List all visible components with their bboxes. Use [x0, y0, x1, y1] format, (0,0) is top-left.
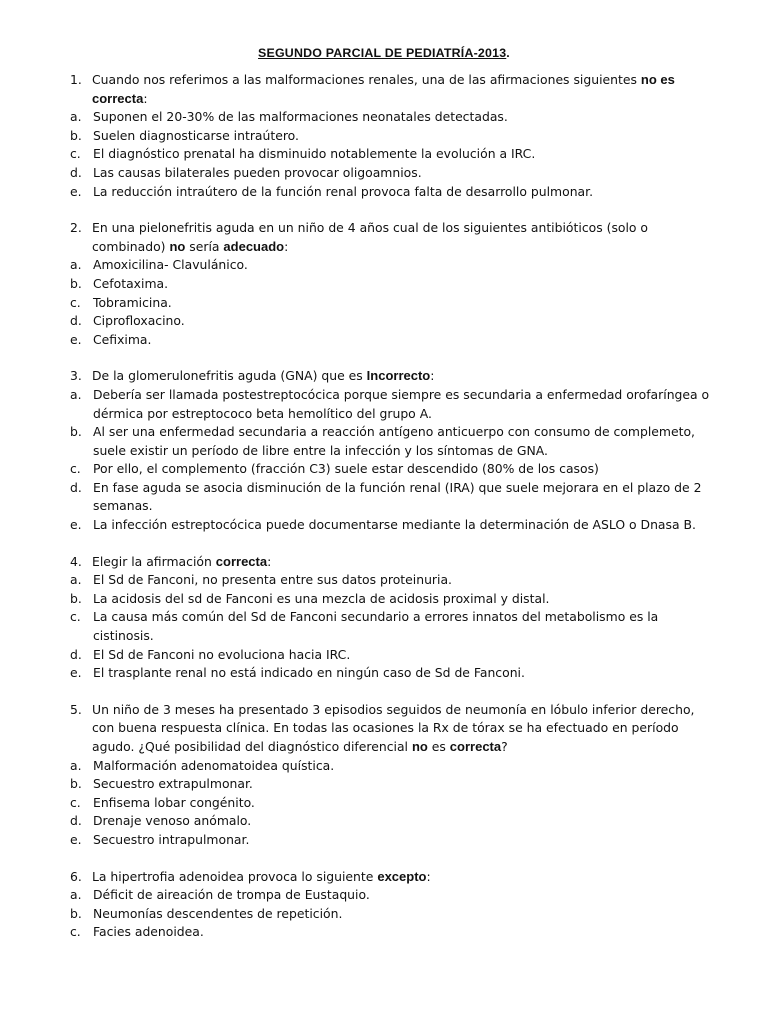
document-title-text: SEGUNDO PARCIAL DE PEDIATRÍA-2013 — [258, 46, 507, 60]
question-4 — [70, 553, 720, 683]
question-text — [92, 219, 720, 256]
option-list — [70, 571, 720, 683]
option-letter: d. — [70, 479, 82, 495]
option-letter: d. — [70, 646, 82, 662]
option-list — [70, 386, 720, 535]
question-stem — [70, 367, 720, 386]
question-text-segment: : — [143, 90, 148, 106]
option-text: Neumonías descendentes de repetición. — [93, 905, 343, 921]
question-number: 3. — [70, 368, 82, 384]
option-letter: c. — [70, 146, 81, 162]
option-letter: b. — [70, 424, 82, 440]
option-item — [70, 275, 720, 294]
question-text-segment: En una pielonefritis aguda en un niño de 4 años cual de los siguientes antibióticos (solo o combinado) — [92, 220, 649, 254]
question-stem — [70, 553, 720, 572]
option-item — [70, 757, 720, 776]
option-item — [70, 108, 720, 127]
question-text-segment: La hipertrofia adenoidea provoca lo siguiente — [92, 868, 378, 884]
question-list — [70, 71, 720, 960]
question-1 — [70, 71, 720, 201]
option-text: Cefixima. — [93, 331, 152, 347]
option-text: Malformación adenomatoidea quística. — [93, 757, 335, 773]
option-letter: c. — [70, 294, 81, 310]
option-letter: d. — [70, 313, 82, 329]
option-text: Facies adenoidea. — [93, 924, 204, 940]
option-letter: a. — [70, 257, 82, 273]
question-text-segment: Elegir la afirmación — [92, 553, 216, 569]
question-text — [92, 868, 720, 887]
option-letter: a. — [70, 887, 82, 903]
option-letter: e. — [70, 831, 82, 847]
option-letter: b. — [70, 905, 82, 921]
option-text: Por ello, el complemento (fracción C3) suele estar descendido (80% de los casos) — [93, 461, 599, 477]
option-item — [70, 516, 720, 535]
question-text — [92, 701, 720, 757]
option-text: Al ser una enfermedad secundaria a reacción antígeno anticuerpo con consumo de complemeto, suele existir un período de libre entre la infección y los síntomas de GNA. — [93, 424, 695, 458]
option-text: Enfisema lobar congénito. — [93, 794, 255, 810]
option-text: Debería ser llamada postestreptocócica porque siempre es secundaria a enfermedad orofaríngea o dérmica por estreptococo beta hemolítico del grupo A. — [93, 386, 710, 421]
question-emphasis: adecuado — [223, 238, 285, 254]
option-letter: d. — [70, 164, 82, 180]
option-text: Suelen diagnosticarse intraútero. — [93, 127, 299, 143]
question-text-segment: : — [267, 553, 272, 569]
question-6 — [70, 868, 720, 942]
option-text: Ciprofloxacino. — [93, 313, 185, 329]
question-text-segment: ? — [501, 739, 508, 754]
option-text: Drenaje venoso anómalo. — [93, 813, 252, 829]
question-text — [92, 71, 720, 108]
option-list — [70, 108, 720, 201]
option-item — [70, 812, 720, 831]
option-letter: e. — [70, 665, 82, 681]
document-title — [0, 44, 768, 63]
option-list — [70, 886, 720, 942]
option-letter: c. — [70, 609, 81, 625]
option-item — [70, 331, 720, 350]
option-text: Secuestro extrapulmonar. — [93, 776, 253, 792]
option-list — [70, 757, 720, 850]
option-letter: e. — [70, 331, 82, 347]
question-emphasis: excepto — [377, 868, 427, 884]
option-text: Amoxicilina- Clavulánico. — [93, 257, 248, 273]
option-list — [70, 256, 720, 349]
option-item — [70, 794, 720, 813]
question-text-segment: Cuando nos referimos a las malformaciones renales, una de las afirmaciones siguientes — [92, 72, 641, 87]
question-number: 5. — [70, 701, 82, 717]
option-item — [70, 312, 720, 331]
option-letter: a. — [70, 386, 82, 402]
option-item — [70, 294, 720, 313]
question-stem — [70, 71, 720, 108]
option-text: La infección estreptocócica puede documentarse mediante la determinación de ASLO o Dnasa B. — [93, 517, 696, 533]
option-letter: b. — [70, 275, 82, 291]
question-number: 4. — [70, 553, 82, 569]
option-text: Déficit de aireación de trompa de Eustaquio. — [93, 887, 370, 903]
option-letter: a. — [70, 109, 82, 125]
option-letter: a. — [70, 572, 82, 588]
question-stem — [70, 219, 720, 256]
question-emphasis: correcta — [449, 739, 502, 754]
option-item — [70, 256, 720, 275]
option-letter: e. — [70, 183, 82, 199]
option-text: La causa más común del Sd de Fanconi secundario a errores innatos del metabolismo es la cistinosis. — [93, 609, 659, 644]
question-stem — [70, 701, 720, 757]
question-2 — [70, 219, 720, 349]
option-text: Las causas bilaterales pueden provocar oligoamnios. — [93, 164, 422, 180]
option-text: La acidosis del sd de Fanconi es una mezcla de acidosis proximal y distal. — [93, 590, 550, 606]
question-emphasis: correcta — [215, 553, 268, 569]
option-item — [70, 571, 720, 590]
option-item — [70, 145, 720, 164]
option-text: Cefotaxima. — [93, 275, 169, 291]
question-text-segment: es — [427, 739, 450, 754]
option-item — [70, 127, 720, 146]
document-title-suffix: . — [506, 46, 510, 60]
question-3 — [70, 367, 720, 534]
option-letter: e. — [70, 517, 82, 533]
question-text-segment: : — [430, 368, 435, 384]
option-item — [70, 664, 720, 683]
question-text-segment: Un niño de 3 meses ha presentado 3 episodios seguidos de neumonía en lóbulo inferior derecho, con buena respuesta clínica. En todas las ocasiones la Rx de tórax se ha efectuado en período agudo. ¿Qué posibilidad del diagnóstico diferencial — [92, 701, 695, 754]
question-number: 1. — [70, 72, 82, 87]
option-item — [70, 905, 720, 924]
option-text: El Sd de Fanconi no evoluciona hacia IRC. — [93, 646, 351, 662]
option-letter: c. — [70, 924, 81, 940]
option-text: En fase aguda se asocia disminución de la función renal (IRA) que suele mejorara en el plazo de 2 semanas. — [93, 479, 702, 514]
question-text-segment: De la glomerulonefritis aguda (GNA) que es — [92, 368, 367, 384]
option-item — [70, 590, 720, 609]
question-text — [92, 553, 720, 572]
option-text: Secuestro intrapulmonar. — [93, 831, 250, 847]
option-item — [70, 775, 720, 794]
option-item — [70, 608, 720, 645]
question-text-segment: : — [284, 238, 289, 254]
option-letter: c. — [70, 794, 81, 810]
option-letter: b. — [70, 776, 82, 792]
option-text: La reducción intraútero de la función renal provoca falta de desarrollo pulmonar. — [93, 183, 594, 199]
option-item — [70, 183, 720, 202]
question-text-segment: sería — [185, 238, 224, 254]
option-item — [70, 479, 720, 516]
question-5 — [70, 701, 720, 850]
question-emphasis: Incorrecto — [366, 368, 431, 384]
option-item — [70, 831, 720, 850]
question-stem — [70, 868, 720, 887]
option-letter: d. — [70, 813, 82, 829]
option-item — [70, 164, 720, 183]
option-letter: b. — [70, 127, 82, 143]
option-item — [70, 646, 720, 665]
option-text: Suponen el 20-30% de las malformaciones neonatales detectadas. — [93, 109, 508, 125]
option-text: Tobramicina. — [93, 294, 172, 310]
option-text: El Sd de Fanconi, no presenta entre sus datos proteinuria. — [93, 572, 452, 588]
option-item — [70, 923, 720, 942]
option-letter: a. — [70, 757, 82, 773]
question-text — [92, 367, 720, 386]
question-emphasis: no — [169, 238, 186, 254]
option-text: El diagnóstico prenatal ha disminuido notablemente la evolución a IRC. — [93, 146, 536, 162]
option-item — [70, 460, 720, 479]
option-item — [70, 423, 720, 460]
option-letter: c. — [70, 461, 81, 477]
question-number: 2. — [70, 220, 82, 236]
question-text-segment: : — [426, 868, 431, 884]
question-emphasis: no es correcta — [92, 72, 675, 106]
question-number: 6. — [70, 868, 82, 884]
option-item — [70, 386, 720, 423]
option-letter: b. — [70, 590, 82, 606]
option-item — [70, 886, 720, 905]
option-text: El trasplante renal no está indicado en ningún caso de Sd de Fanconi. — [93, 665, 525, 681]
question-emphasis: no — [411, 739, 428, 754]
